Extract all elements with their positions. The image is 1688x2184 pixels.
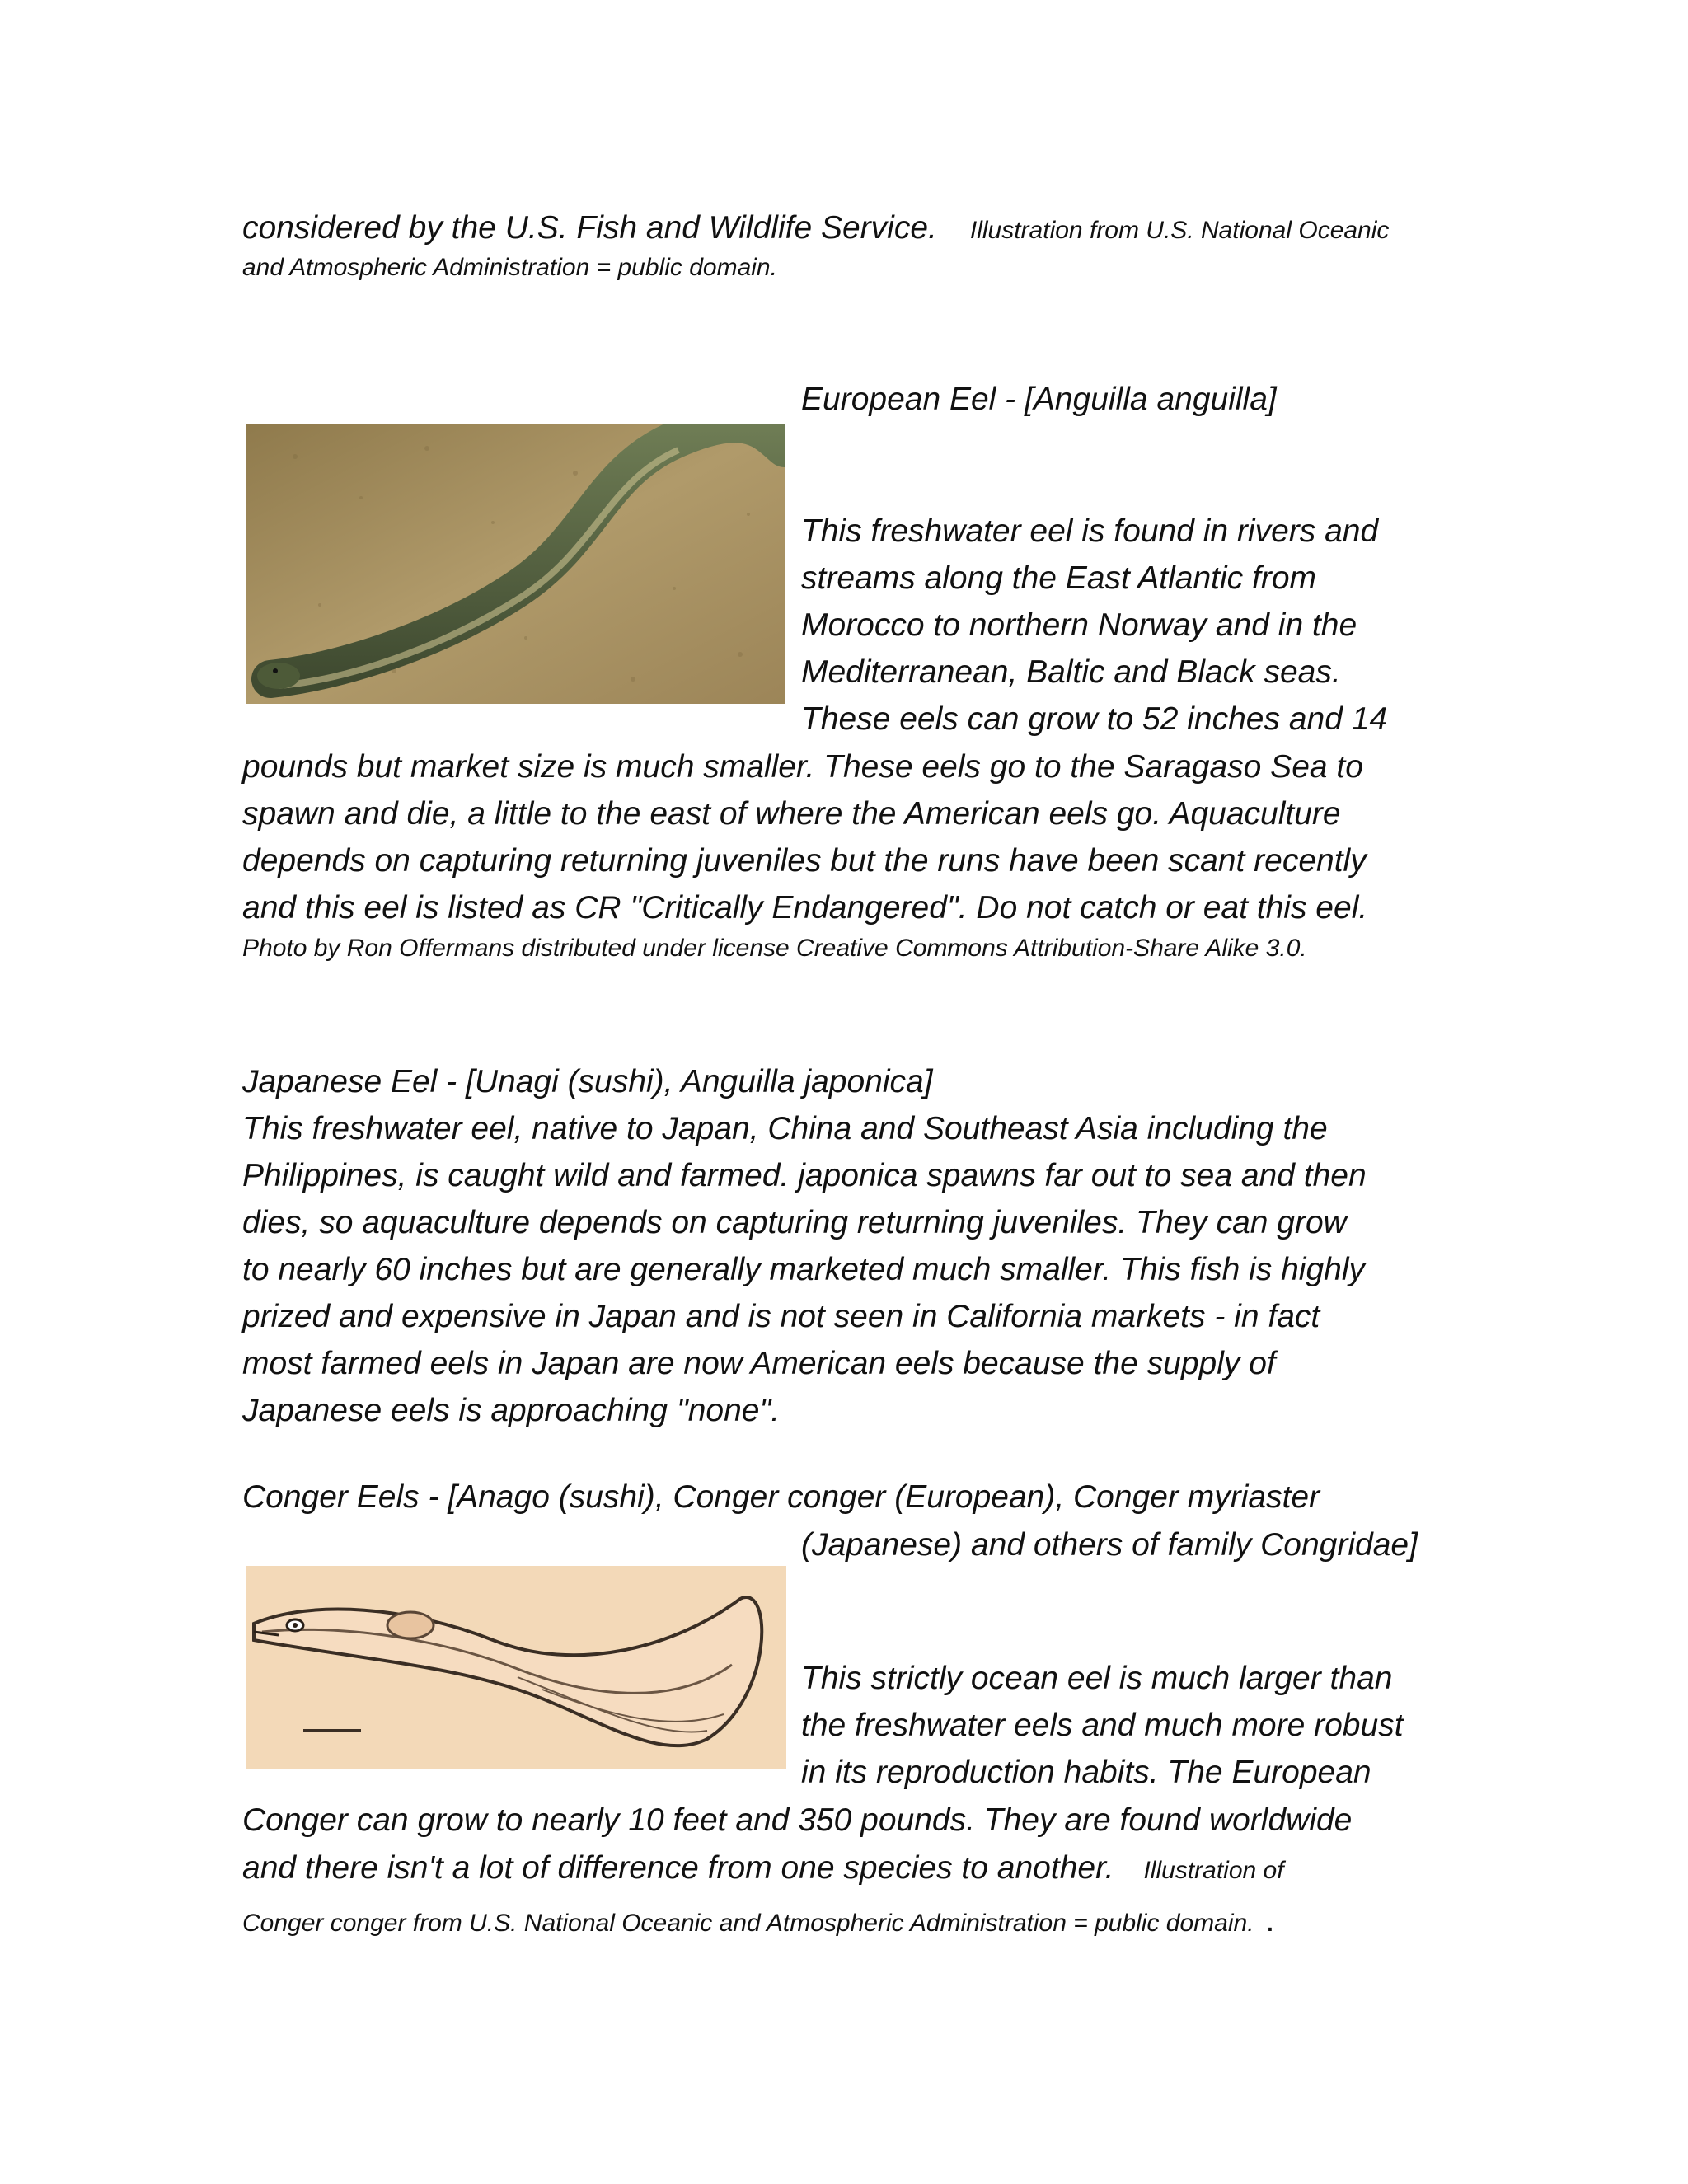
japanese-line: dies, so aquaculture depends on capturing returning juveniles. They can grow (242, 1205, 1347, 1240)
european-credit: Photo by Ron Offermans distributed under license Creative Commons Attribution-Share Alike 3.0. (242, 935, 1307, 962)
conger-last-text: and there isn't a lot of difference from one species to another. (242, 1850, 1114, 1886)
japanese-line: to nearly 60 inches but are generally marketed much smaller. This fish is highly (242, 1252, 1366, 1287)
japanese-line: most farmed eels in Japan are now American eels because the supply of (242, 1346, 1276, 1381)
japanese-line: Philippines, is caught wild and farmed. japonica spawns far out to sea and then (242, 1158, 1367, 1193)
european-wrap-line: streams along the East Atlantic from (801, 560, 1316, 596)
japanese-line: This freshwater eel, native to Japan, China and Southeast Asia including the (242, 1111, 1328, 1146)
conger-body-line: Conger can grow to nearly 10 feet and 350 pounds. They are found worldwide (242, 1802, 1353, 1838)
european-wrap-line: Morocco to northern Norway and in the (801, 607, 1357, 643)
japanese-line: Japanese eels is approaching "none". (242, 1393, 781, 1428)
european-body-line: pounds but market size is much smaller. These eels go to the Saragaso Sea to (242, 749, 1363, 785)
japanese-heading: Japanese Eel - [Unagi (sushi), Anguilla japonica] (242, 1064, 933, 1099)
conger-credit-end: . (1265, 1903, 1275, 1938)
conger-last-line (242, 1844, 1284, 1894)
intro-credit-b: and Atmospheric Administration = public domain. (242, 254, 777, 281)
conger-heading-b: (Japanese) and others of family Congridae] (801, 1527, 1418, 1563)
european-eel-photo (246, 424, 785, 704)
conger-body (242, 1797, 1495, 1844)
european-wrap-line: Mediterranean, Baltic and Black seas. (801, 654, 1341, 690)
conger-wrap-line: the freshwater eels and much more robust (801, 1708, 1404, 1743)
intro-line (242, 204, 1389, 254)
european-wrap-line: This freshwater eel is found in rivers and (801, 513, 1379, 549)
european-body-line: depends on capturing returning juveniles but the runs have been scant recently (242, 843, 1367, 879)
conger-eel-illustration (246, 1566, 786, 1769)
european-body (242, 743, 1495, 931)
conger-wrap-line: in its reproduction habits. The European (801, 1755, 1372, 1790)
japanese-line: prized and expensive in Japan and is not seen in California markets - in fact (242, 1299, 1320, 1334)
conger-credit-line (242, 1897, 1274, 1944)
conger-credit-b: Conger conger from U.S. National Oceanic and Atmospheric Administration = public domain. (242, 1910, 1254, 1937)
european-body-line: spawn and die, a little to the east of where the American eels go. Aquaculture (242, 796, 1341, 832)
european-wrap-text (801, 508, 1493, 743)
intro-credit-a: Illustration from U.S. National Oceanic (969, 217, 1390, 244)
conger-credit-a: Illustration of (1143, 1857, 1284, 1884)
japanese-section (242, 1058, 1495, 1434)
conger-wrap-text (801, 1655, 1493, 1796)
european-heading: European Eel - [Anguilla anguilla] (801, 382, 1277, 417)
european-wrap-line: These eels can grow to 52 inches and 14 (801, 701, 1388, 737)
european-body-line: and this eel is listed as CR "Critically Endangered". Do not catch or eat this eel. (242, 890, 1368, 926)
conger-heading-a: Conger Eels - [Anago (sushi), Conger conger (European), Conger myriaster (242, 1479, 1320, 1515)
conger-wrap-line: This strictly ocean eel is much larger than (801, 1661, 1393, 1696)
intro-tail-text: considered by the U.S. Fish and Wildlife Service. (242, 210, 937, 246)
